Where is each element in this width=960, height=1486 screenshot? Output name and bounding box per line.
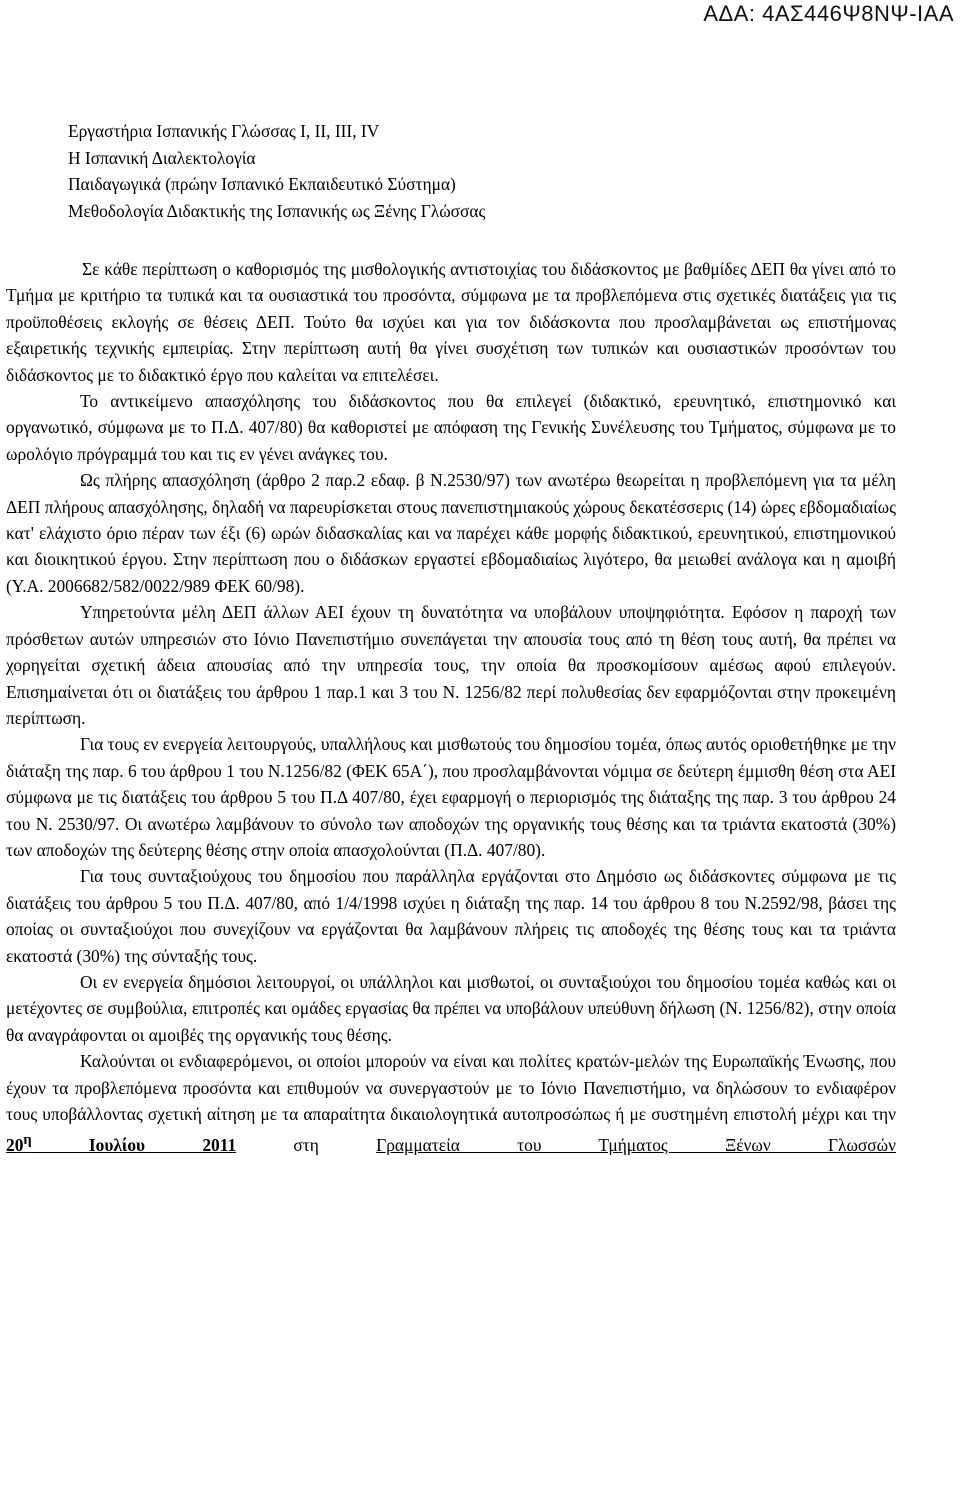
paragraph-full-time: Ως πλήρης απασχόληση (άρθρο 2 παρ.2 εδαφ. β Ν.2530/97) των ανωτέρω θεωρείται η προβλεπόμενη για τα μέλη ΔΕΠ πλήρους απασχόλησης, δηλαδή να παρευρίσκεται στους πανεπιστημιακούς χώρους δεκατέσσερις (14) ώρες εβδομαδιαίως κατ' ελάχιστο όριο πέραν των έξι (6) ωρών διδασκαλίας και να παρέχει κάθε μορφής διδακτικού, ερευνητικού, επιστημονικού και διοικητικού έργου. Στην περίπτωση που ο διδάσκων εργαστεί εβδομαδιαίως λιγότερο, θα μειωθεί ανάλογα και η αμοιβή (Υ.Α. 2006682/582/0022/989 ΦΕΚ 60/98). [6,470,896,596]
paragraph-invitation: Καλούνται οι ενδιαφερόμενοι, οι οποίοι μπορούν να είναι και πολίτες κρατών-μελών της Ευρωπαϊκής Ένωσης, που έχουν τα προβλεπόμενα προσόντα και επιθυμούν να συνεργαστούν με το Ιόνιο Πανεπιστήμιο, να δηλώσουν το ενδιαφέρον τους υποβάλλοντας σχετική αίτηση με τα απαραίτητα δικαιολογητικά αυτοπροσώπως ή με συστημένη επιστολή μέχρι και την $20^\eta$ Ιουλίου 2011 στη Γραμματεία του Τμήματος Ξένων Γλωσσών [6,1051,896,1156]
paragraph-public-sector: Για τους εν ενεργεία λειτουργούς, υπαλλήλους και μισθωτούς του δημοσίου τομέα, όπως αυτός οριοθετήθηκε με την διάταξη της παρ. 6 του άρθρου 1 του Ν.1256/82 (ΦΕΚ 65Α΄), που προσλαμβάνονται νόμιμα σε δεύτερη έμμισθη θέση στα ΑΕΙ σύμφωνα με τις διατάξεις του άρθρου 5 του Π.Δ 407/80, έχει εφαρμογή ο περιορισμός της διάταξης της παρ. 3 του άρθρου 24 του Ν. 2530/97. Οι ανωτέρω λαμβάνουν το σύνολο των αποδοχών της οργανικής τους θέσης και τα τριάντα εκατοστά (30%) των αποδοχών της δεύτερης θέσης στην οποία απασχολούνται (Π.Δ. 407/80). [6,734,896,860]
secretariat-name: Γραμματεία του Τμήματος Ξένων Γλωσσών [376,1135,896,1156]
deadline-date: $20^\eta$ Ιουλίου 2011 [6,1132,237,1156]
paragraph-serving-dep-members: Υπηρετούντα μέλη ΔΕΠ άλλων ΑΕΙ έχουν τη δυνατότητα να υποβάλουν υποψηφιότητα. Εφόσον η παροχή των πρόσθετων αυτών υπηρεσιών στο Ιόνιο Πανεπιστήμιο συνεπάγεται την απουσία τους από τη θέση τους αυτή, θα πρέπει να χορηγείται σχετική άδεια απουσίας από την υπηρεσία τους, την οποία θα προσκομίσουν αμέσως αφού επιλεγούν. Επισημαίνεται ότι οι διατάξεις του άρθρου 1 παρ.1 και 3 του Ν. 1256/82 περί πολυθεσίας δεν εφαρμόζονται στην προκειμένη περίπτωση. [6,602,896,728]
ada-code-header: ΑΔΑ: 4ΑΣ446Ψ8ΝΨ-ΙΑΑ [703,1,954,26]
paragraph-salary-equivalence: Σε κάθε περίπτωση ο καθορισμός της μισθολογικής αντιστοιχίας του διδάσκοντος με βαθμίδες ΔΕΠ θα γίνει από το Τμήμα με κριτήριο τα τυπικά και τα ουσιαστικά του προσόντα, σύμφωνα με τα προβλεπόμενα στις σχετικές διατάξεις για τις προϋποθέσεις εκλογής σε θέσεις ΔΕΠ. Τούτο θα ισχύει και για τον διδάσκοντα που προσλαμβάνεται ως επιστήμονας εξαιρετικής τεχνικής εμπειρίας. Στην περίπτωση αυτή θα γίνει συσχέτιση των τυπικών και ουσιαστικών προσόντων του διδάσκοντος με το διδακτικό έργο που καλείται να επιτελέσει. [6,259,896,385]
paragraph-declaration: Οι εν ενεργεία δημόσιοι λειτουργοί, οι υπάλληλοι και μισθωτοί, οι συνταξιούχοι του δημοσίου τομέα καθώς και οι μετέχοντες σε συμβούλια, επιτροπές και ομάδες εργασίας θα πρέπει να υποβάλουν υπεύθυνη δήλωση (Ν. 1256/82), στην οποία θα αναγράφονται οι αμοιβές της οργανικής τους θέσης. [6,971,896,1045]
paragraph-pensioners: Για τους συνταξιούχους του δημοσίου που παράλληλα εργάζονται στο Δημόσιο ως διδάσκοντες σύμφωνα με τις διατάξεις του άρθρου 5 του Π.Δ. 407/80, από 1/4/1998 ισχύει η διάταξη της παρ. 14 του άρθρου 8 του Ν.2592/98, βάσει της οποίας οι συνταξιούχοι που συνεχίζουν να εργάζονται θα λαμβάνουν πλήρεις τις αποδοχές της θέσης τους και τα τριάντα εκατοστά (30%) της σύνταξής τους. [6,866,896,966]
course-list [68,118,485,224]
course-item: Μεθοδολογία Διδακτικής της Ισπανικής ως Ξένης Γλώσσας [68,200,486,221]
course-item: Η Ισπανική Διαλεκτολογία [68,147,256,168]
course-item: Εργαστήρια Ισπανικής Γλώσσας Ι, ΙΙ, ΙΙΙ, IV [68,121,380,141]
paragraph-work-object: Το αντικείμενο απασχόλησης του διδάσκοντος που θα επιλεγεί (διδακτικό, ερευνητικό, επιστημονικό και οργανωτικό, σύμφωνα με το Π.Δ. 407/80) θα καθοριστεί με απόφαση της Γενικής Συνέλευσης του Τμήματος, σύμφωνα με το ωρολόγιο πρόγραμμά του και τις εν γένει ανάγκες του. [6,391,896,464]
course-item: Παιδαγωγικά (πρώην Ισπανικό Εκπαιδευτικό Σύστημα) [68,174,456,194]
invitation-text: Καλούνται οι ενδιαφερόμενοι, οι οποίοι μπορούν να είναι και πολίτες κρατών-μελών της Ευρωπαϊκής Ένωσης, που έχουν τα προβλεπόμενα προσόντα και επιθυμούν να συνεργαστούν με το Ιόνιο Πανεπιστήμιο, να δηλώσουν το ενδιαφέρον τους υποβάλλοντας σχετική αίτηση με τα απαραίτητα δικαιολογητικά αυτοπροσώπως ή με συστημένη επιστολή μέχρι και την [6,1051,896,1124]
document-body [6,256,896,1159]
